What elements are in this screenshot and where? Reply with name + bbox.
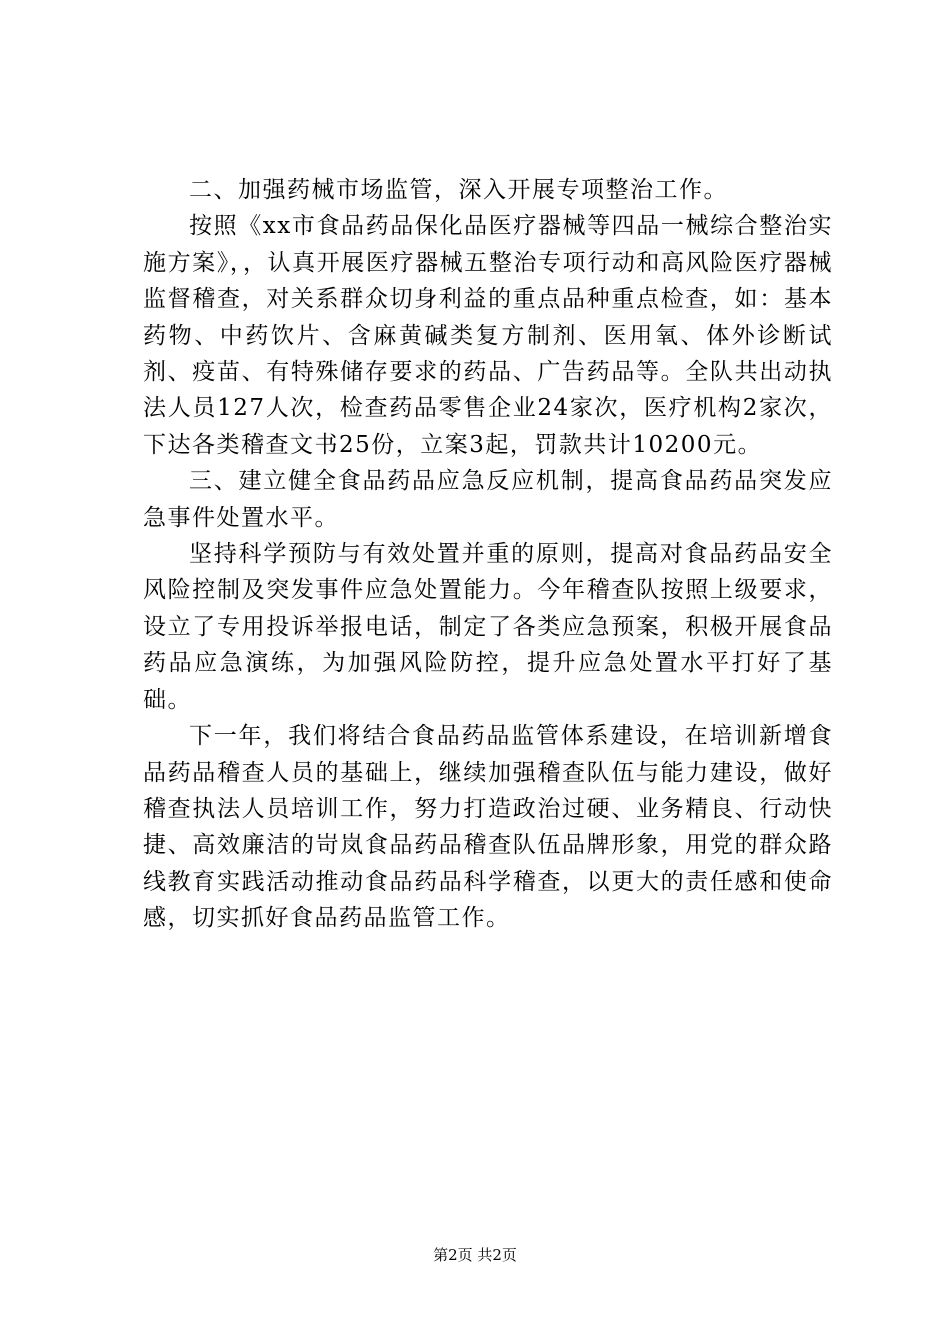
section-heading-2: 二、加强药械市场监管，深入开展专项整治工作。 (189, 177, 728, 203)
body-paragraph: 坚持科学预防与有效处置并重的原则，提高对食品药品安全风险控制及突发事件应急处置能力。今年稽查队按照上级要求，设立了专用投诉举报电话，制定了各类应急预案，积极开展食品药品应急演练，为加强风险防控，提升应急处置水平打好了基础。 (143, 541, 833, 713)
document-body (143, 172, 833, 937)
section-heading-3: 三、建立健全食品药品应急反应机制，提高食品药品突发应急事件处置水平。 (143, 468, 833, 531)
body-paragraph: 按照《xx市食品药品保化品医疗器械等四品一械综合整治实施方案》，，认真开展医疗器械五整治专项行动和高风险医疗器械监督稽查，对关系群众切身利益的重点品种重点检查，如：基本药物、中药饮片、含麻黄碱类复方制剂、医用氧、体外诊断试剂、疫苗、有特殊储存要求的药品、广告药品等。全队共出动执法人员127人次，检查药品零售企业24家次，医疗机构2家次，下达各类稽查文书25份，立案3起，罚款共计10200元。 (143, 213, 833, 458)
page-number-footer: 第2页 共2页 (433, 1246, 517, 1264)
body-paragraph: 下一年，我们将结合食品药品监管体系建设，在培训新增食品药品稽查人员的基础上，继续加强稽查队伍与能力建设，做好稽查执法人员培训工作，努力打造政治过硬、业务精良、行动快捷、高效廉洁的岢岚食品药品稽查队伍品牌形象，用党的群众路线教育实践活动推动食品药品科学稽查，以更大的责任感和使命感，切实抓好食品药品监管工作。 (143, 723, 833, 932)
